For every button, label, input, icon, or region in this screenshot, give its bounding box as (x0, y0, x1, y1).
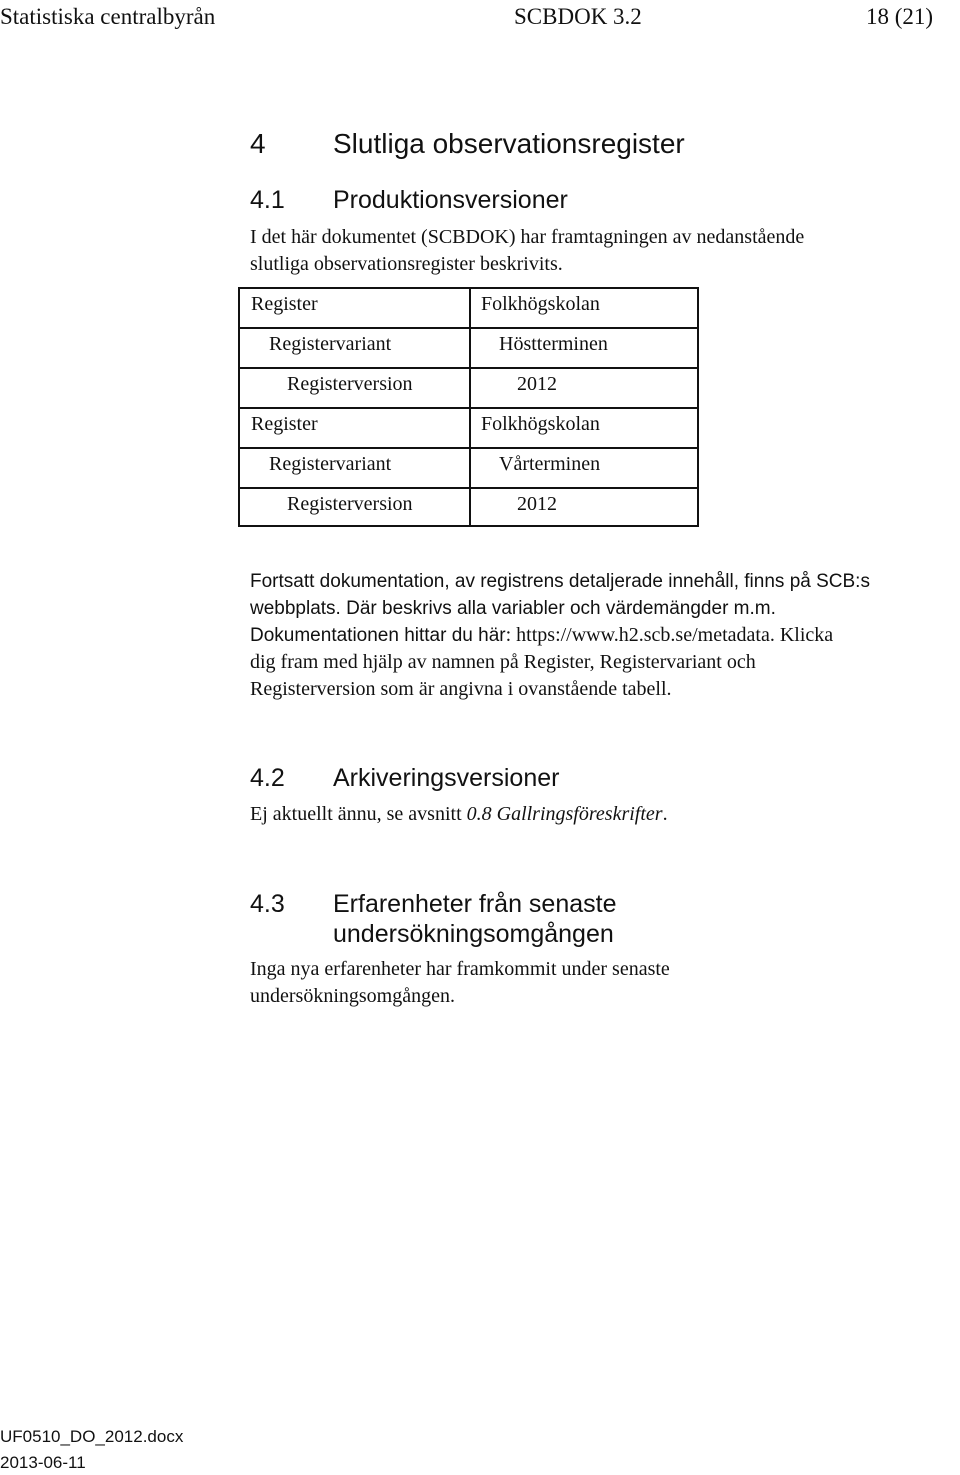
column-divider (469, 489, 471, 525)
table-row (240, 329, 697, 369)
row-value: 2012 (517, 373, 557, 395)
column-divider (469, 449, 471, 487)
footer-filename: UF0510_DO_2012.docx (0, 1427, 184, 1446)
row-value: Höstterminen (499, 333, 608, 355)
section-title: Slutliga observationsregister (333, 128, 685, 159)
info-line-3 (250, 622, 833, 649)
info-line-2: webbplats. Där beskrivs alla variabler och värdemängder m.m. (250, 598, 776, 619)
table-row (240, 449, 697, 489)
section-title: Produktionsversioner (333, 186, 568, 214)
column-divider (469, 409, 471, 447)
info-text: Klicka (774, 624, 834, 646)
row-value: Folkhögskolan (481, 413, 600, 435)
column-divider (469, 289, 471, 327)
section-4-heading (250, 127, 850, 163)
column-divider (469, 329, 471, 367)
row-label: Registerversion (287, 373, 413, 395)
row-value: Folkhögskolan (481, 293, 600, 315)
section-4-3-text-line-1: Inga nya erfarenheter har framkommit under senaste (250, 958, 670, 980)
header-organization: Statistiska centralbyrån (0, 4, 216, 29)
register-table (238, 287, 699, 527)
intro-line-2: slutliga observationsregister beskrivits. (250, 253, 563, 275)
section-4-3-text-line-2: undersökningsomgången. (250, 985, 455, 1007)
section-number: 4 (250, 128, 266, 159)
intro-line-1: I det här dokumentet (SCBDOK) har framtagningen av nedanstående (250, 226, 805, 248)
section-number: 4.2 (250, 764, 285, 792)
row-label: Registervariant (269, 333, 392, 355)
body-text: Ej aktuellt ännu, se avsnitt (250, 803, 467, 825)
section-4-3-heading (250, 889, 850, 951)
section-4-1-heading (250, 185, 850, 217)
header-document-id: SCBDOK 3.2 (514, 4, 642, 29)
footer-date: 2013-06-11 (0, 1453, 86, 1472)
row-label: Registerversion (287, 493, 413, 515)
row-label: Register (251, 413, 318, 435)
section-title: Arkiveringsversioner (333, 764, 560, 792)
section-number: 4.3 (250, 890, 285, 918)
info-line-1: Fortsatt dokumentation, av registrens detaljerade innehåll, finns på SCB:s (250, 571, 870, 592)
info-line-4: dig fram med hjälp av namnen på Register, Registervariant och (250, 651, 756, 673)
table-row (240, 289, 697, 329)
table-row (240, 369, 697, 409)
row-label: Register (251, 293, 318, 315)
table-row (240, 489, 697, 525)
cross-reference: 0.8 Gallringsföreskrifter (466, 803, 663, 825)
column-divider (469, 369, 471, 407)
section-4-2-text (250, 801, 668, 828)
row-value: Vårterminen (499, 453, 601, 475)
table-row (240, 409, 697, 449)
row-value: 2012 (517, 493, 557, 515)
section-title-line-2: undersökningsomgången (333, 920, 614, 948)
info-text: Dokumentationen hittar du här (250, 625, 506, 646)
row-label: Registervariant (269, 453, 392, 475)
section-title-line-1: Erfarenheter från senaste (333, 890, 617, 918)
body-text: . (662, 803, 668, 825)
section-4-2-heading (250, 763, 850, 795)
info-line-5: Registerversion som är angivna i ovanstående tabell. (250, 678, 672, 700)
section-number: 4.1 (250, 186, 285, 214)
header-page-number: 18 (21) (866, 4, 934, 29)
metadata-link[interactable]: : https://www.h2.scb.se/metadata. (505, 624, 775, 646)
